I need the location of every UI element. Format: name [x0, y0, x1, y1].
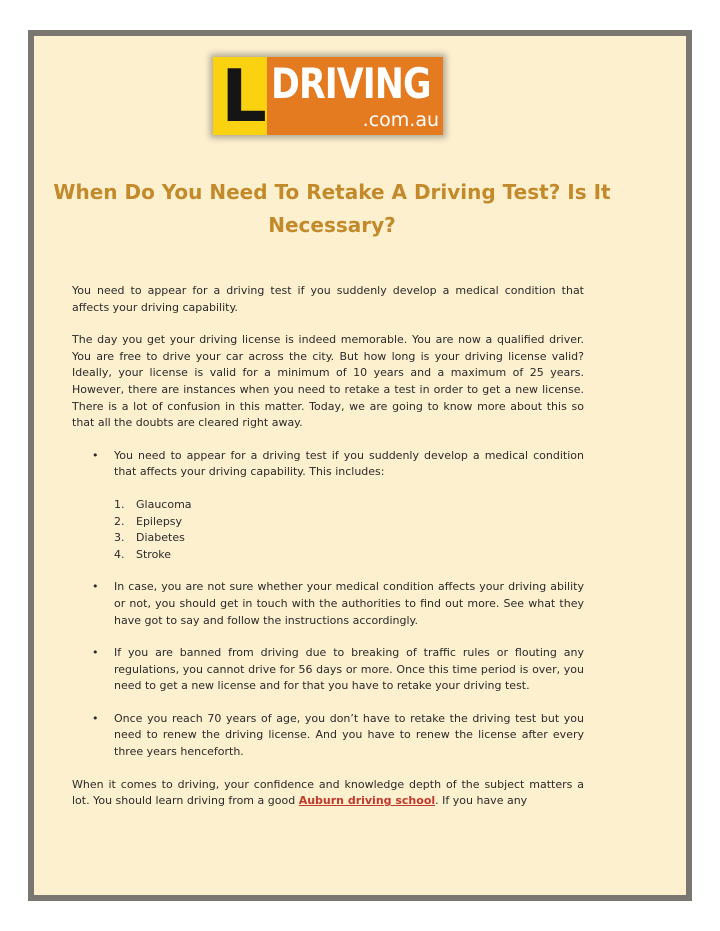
condition-item: 2. Epilepsy: [114, 514, 183, 528]
bullet-item: • If you are banned from driving due to breaking of traffic rules or flouting any regulations, you cannot drive for 56 days or more. Once this time period is over, you need to get a new license and for that you have to retake your driving test.: [72, 645, 584, 695]
condition-item: 3. Diabetes: [114, 531, 185, 545]
logo-wordmark: DRIVING: [271, 59, 431, 108]
bullet-list: [72, 448, 584, 761]
bullet-item: • Once you reach 70 years of age, you don’t have to retake the driving test but you need to renew the driving license. And you have to renew the license after every three years henceforth.: [72, 711, 584, 761]
article-body: [72, 283, 584, 826]
paragraph-1: The day you get your driving license is indeed memorable. You are now a qualified driver. You are free to drive your car across the city. But how long is your driving license valid? Ideally, your license is valid for a minimum of 10 years and a maximum of 25 years. However, there are instances when you need to retake a test in order to get a new license. There is a lot of confusion in this matter. Today, we are going to know more about this so that all the doubts are cleared right away.: [72, 333, 584, 430]
conditions-list: [114, 497, 584, 563]
logo-domain: .com.au: [362, 109, 439, 131]
condition-item: 1. Glaucoma: [114, 497, 192, 511]
ldriving-logo: [213, 57, 443, 135]
condition-item: 4. Stroke: [114, 547, 172, 561]
logo-l-plate: [213, 57, 267, 135]
closing-paragraph: When it comes to driving, your confidence and knowledge depth of the subject matters a lot. You should learn driving from a good Auburn driving school. If you have any: [72, 777, 584, 808]
bullet-item: [72, 448, 584, 564]
page-title: When Do You Need To Retake A Driving Test? Is It Necessary?: [53, 180, 611, 237]
bullet-text: You need to appear for a driving test if you suddenly develop a medical condition that affects your driving capability. This includes:: [114, 448, 584, 479]
intro-paragraph: You need to appear for a driving test if you suddenly develop a medical condition that affects your driving capability.: [72, 284, 584, 314]
bullet-item: • In case, you are not sure whether your medical condition affects your driving ability or not, you should get in touch with the authorities to find out more. See what they have got to say and follow the instructions accordingly.: [72, 579, 584, 629]
auburn-driving-school-link[interactable]: Auburn driving school: [298, 794, 436, 808]
logo-letter: L: [221, 57, 267, 135]
